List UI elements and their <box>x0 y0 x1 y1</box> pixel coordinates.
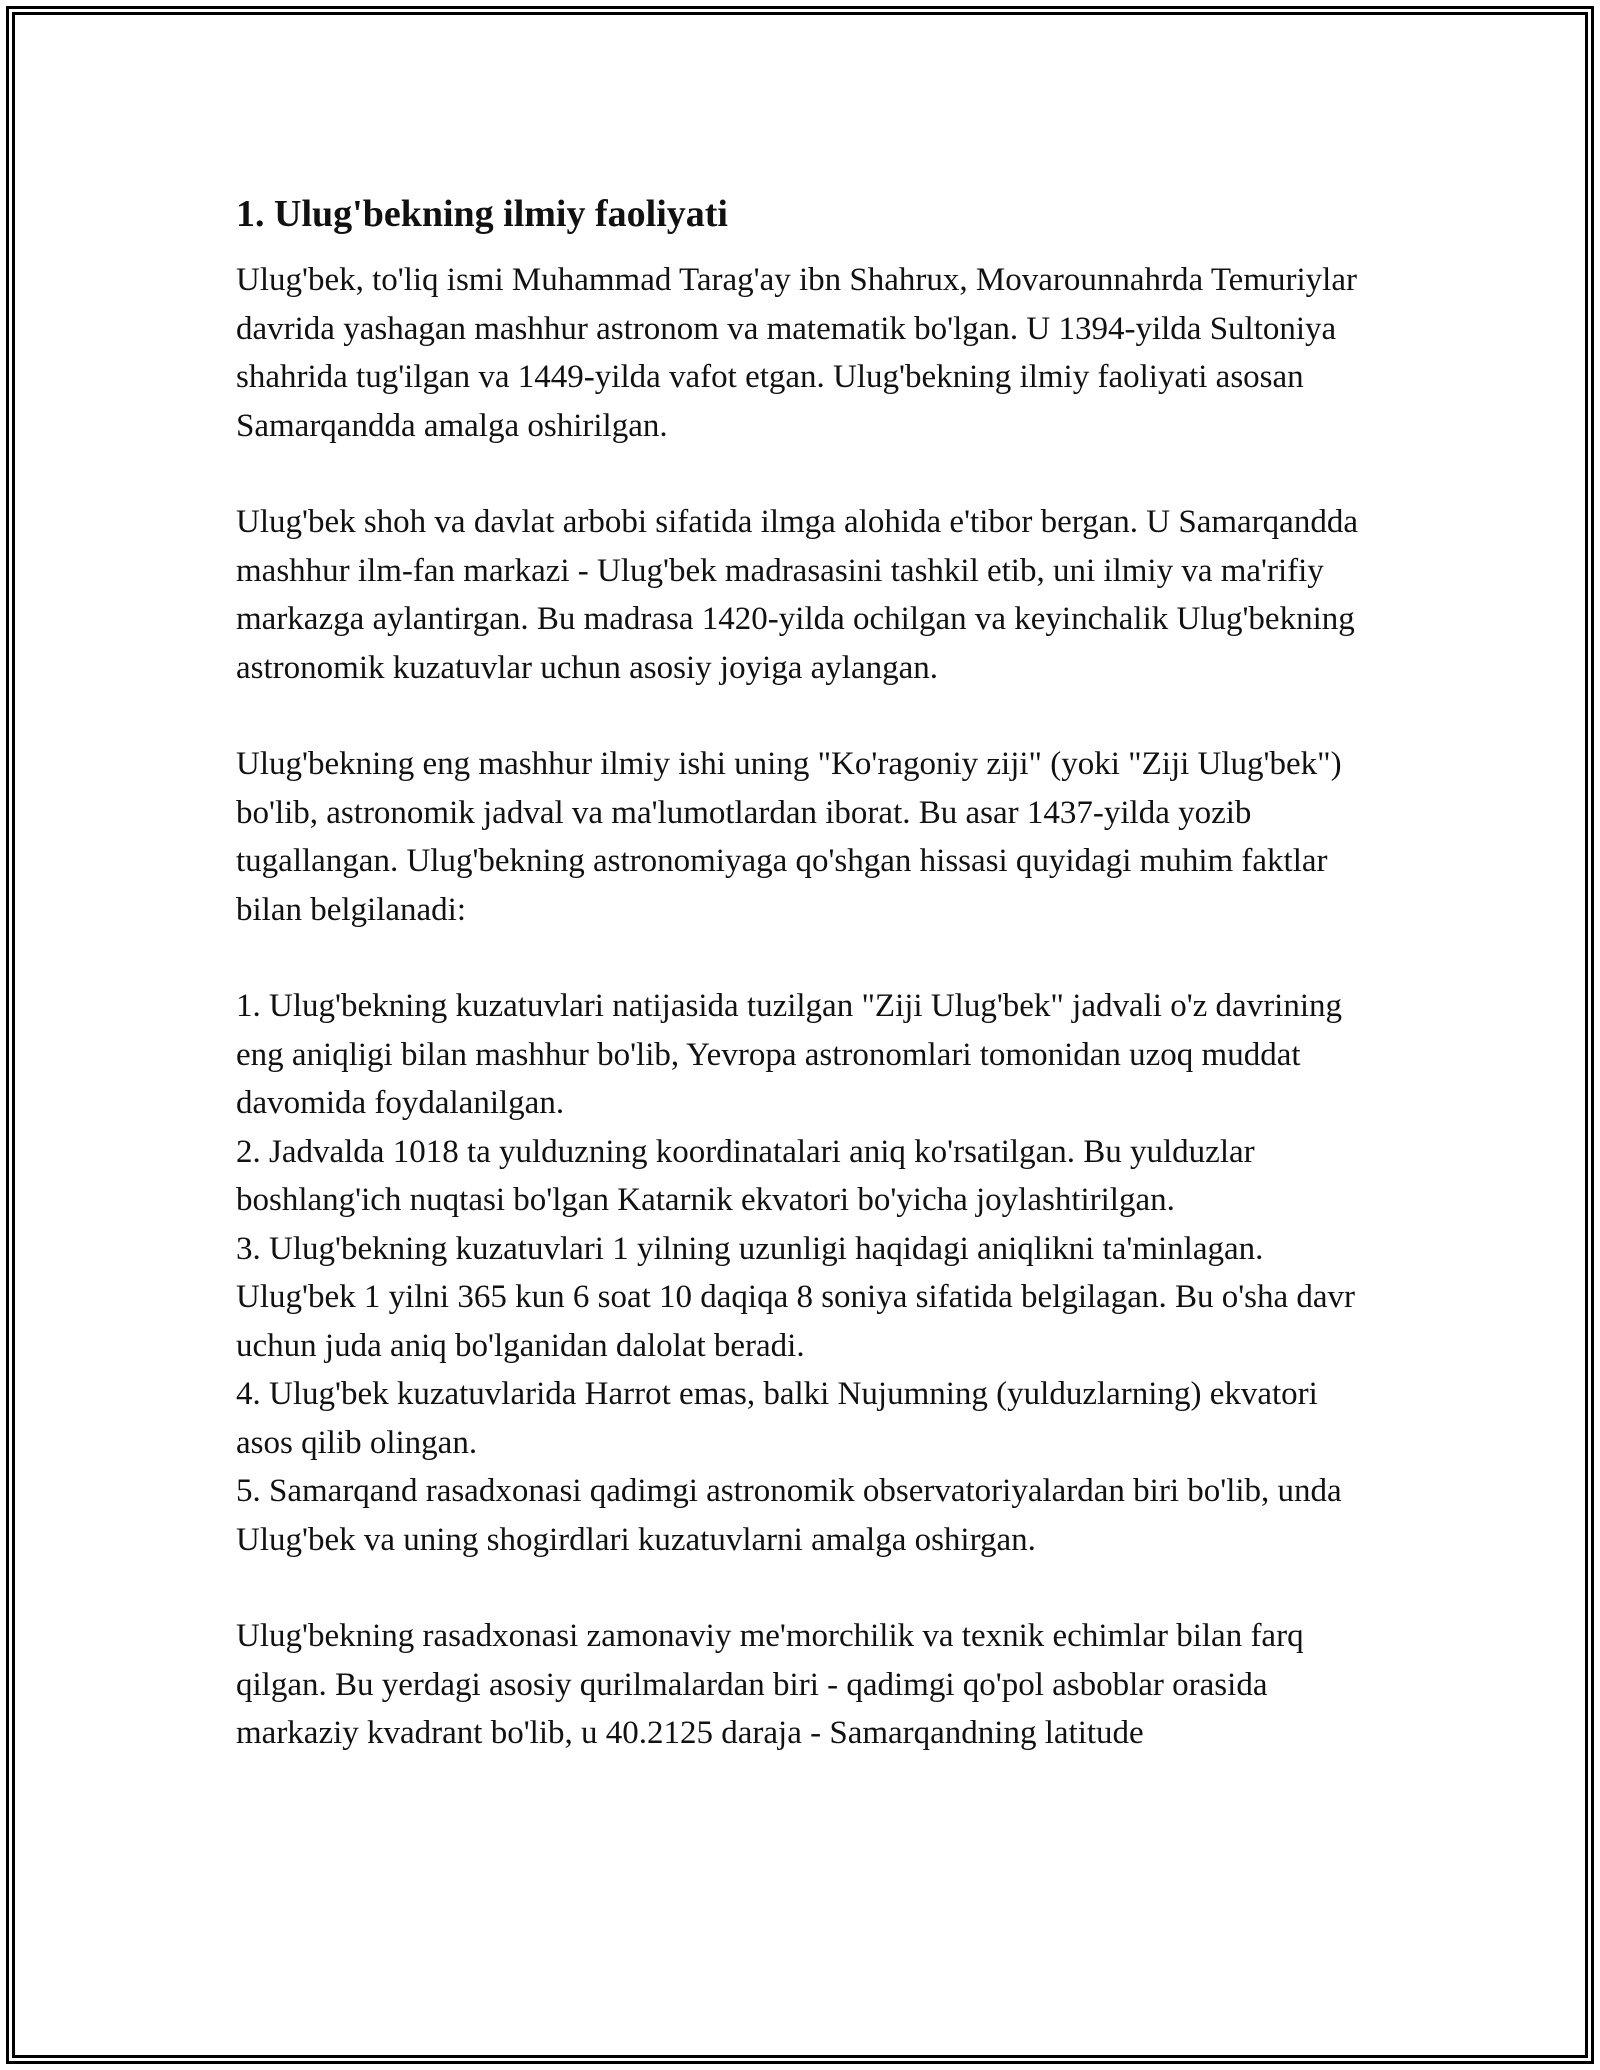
list-item: 3. Ulug'bekning kuzatuvlari 1 yilning uzunligi haqidagi aniqlikni ta'minlagan. Ulug'bek 1 yilni 365 kun 6 soat 10 daqiqa 8 soniya sifatida belgilagan. Bu o'sha davr uchun juda aniq bo'lganidan dalolat beradi. <box>236 1230 1356 1364</box>
list-item: 5. Samarqand rasadxonasi qadimgi astronomik observatoriyalardan biri bo'lib, unda Ulug'bek va uning shogirdlari kuzatuvlarni amalga oshirgan. <box>236 1473 1342 1558</box>
document-body <box>236 186 1366 1806</box>
facts-list <box>236 982 1366 1564</box>
paragraph-intro: Ulug'bek, to'liq ismi Muhammad Tarag'ay ibn Shahrux, Movarounnahrda Temuriylar davrida yashagan mashhur astronom va matematik bo'lgan. U 1394-yilda Sultoniya shahrida tug'ilgan va 1449-yilda vafot etgan. Ulug'bekning ilmiy faoliyati asosan Samarqandda amalga oshirilgan. <box>236 262 1357 444</box>
section-heading: 1. Ulug'bekning ilmiy faoliyati <box>236 193 728 235</box>
paragraph-zij: Ulug'bekning eng mashhur ilmiy ishi uning "Ko'ragoniy ziji" (yoki "Ziji Ulug'bek") bo'lib, astronomik jadval va ma'lumotlardan iborat. Bu asar 1437-yilda yozib tugallangan. Ulug'bekning astronomiyaga qo'shgan hissasi quyidagi muhim faktlar bilan belgilanadi: <box>236 746 1342 928</box>
list-item: 1. Ulug'bekning kuzatuvlari natijasida tuzilgan "Ziji Ulug'bek" jadvali o'z davrining eng aniqligi bilan mashhur bo'lib, Yevropa astronomlari tomonidan uzoq muddat davomida foydalanilgan. <box>236 988 1343 1121</box>
paragraph-madrasa: Ulug'bek shoh va davlat arbobi sifatida ilmga alohida e'tibor bergan. U Samarqandda mashhur ilm-fan markazi - Ulug'bek madrasasini tashkil etib, uni ilmiy va ma'rifiy markazga aylantirgan. Bu madrasa 1420-yilda ochilgan va keyinchalik Ulug'bekning astronomik kuzatuvlar uchun asosiy joyiga aylangan. <box>236 504 1358 686</box>
list-item: 2. Jadvalda 1018 ta yulduzning koordinatalari aniq ko'rsatilgan. Bu yulduzlar boshlang'ich nuqtasi bo'lgan Katarnik ekvatori bo'yicha joylashtirilgan. <box>236 1133 1255 1218</box>
list-item: 4. Ulug'bek kuzatuvlarida Harrot emas, balki Nujumning (yulduzlarning) ekvatori asos qilib olingan. <box>236 1376 1318 1461</box>
paragraph-observatory: Ulug'bekning rasadxonasi zamonaviy me'morchilik va texnik echimlar bilan farq qilgan. Bu yerdagi asosiy qurilmalardan biri - qadimgi qo'pol asboblar orasida markaziy kvadrant bo'lib, u 40.2125 daraja - Samarqandning latitude <box>236 1618 1304 1751</box>
